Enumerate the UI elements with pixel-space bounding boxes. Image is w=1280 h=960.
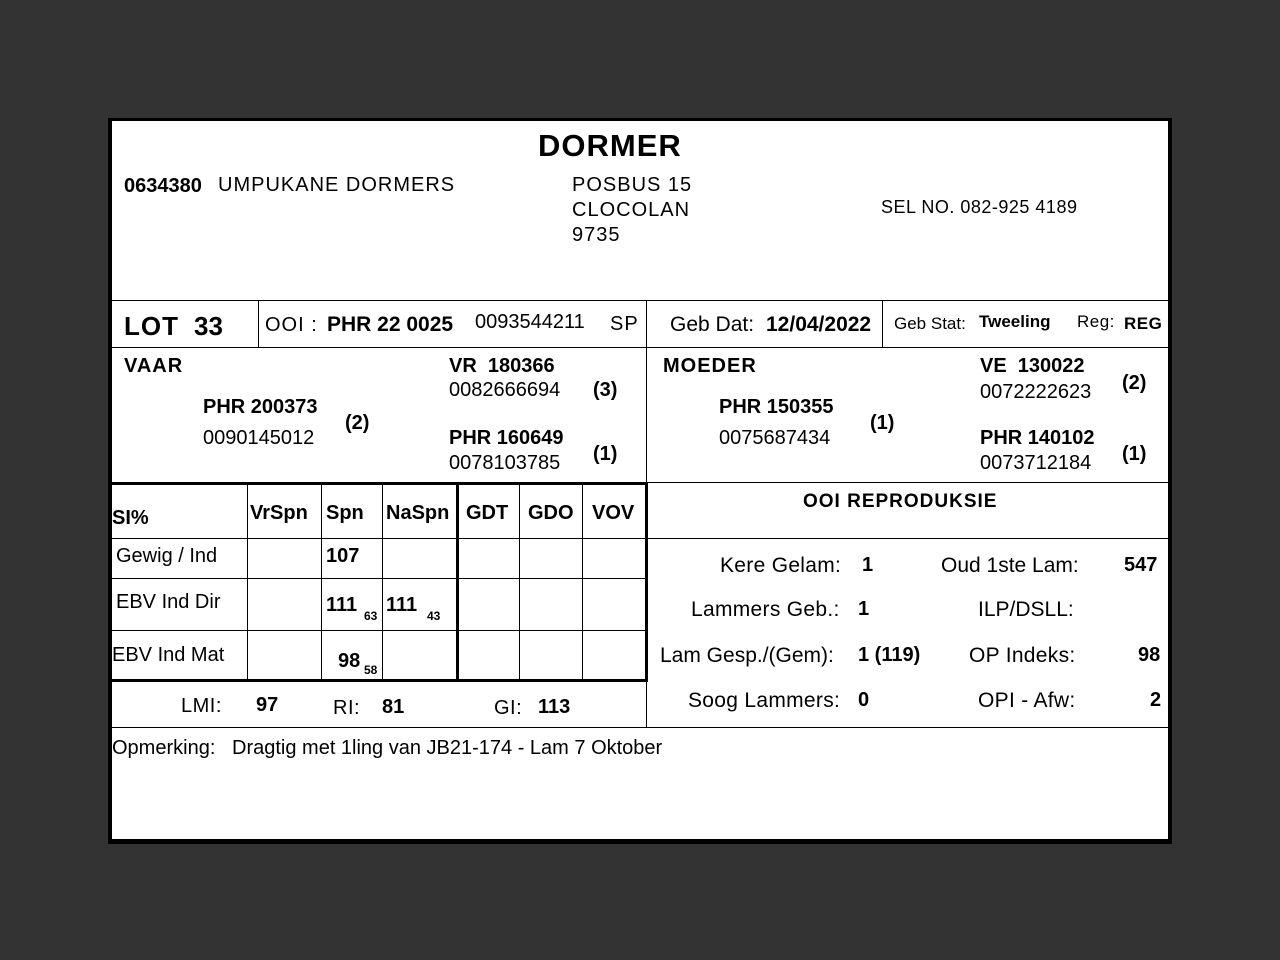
si-row-2-naspn-accuracy: 43: [427, 609, 441, 623]
reg-label: Reg:: [1077, 312, 1115, 331]
si-row-2-spn-accuracy: 63: [364, 609, 378, 623]
oud-lam-value: 547: [1124, 554, 1158, 576]
sire-id: PHR 200373: [203, 396, 318, 418]
dam-sire-number: 0072222623: [980, 381, 1092, 403]
divider-header: [108, 300, 1172, 301]
kere-gelam-value: 1: [862, 554, 874, 576]
lammers-geb-value: 1: [858, 598, 870, 620]
sire-dam-count: (1): [593, 443, 618, 465]
opi-value: 2: [1150, 689, 1162, 711]
sire-label: VAAR: [124, 355, 184, 377]
ewe-number: 0093544211: [475, 311, 585, 333]
si-row-label-1: Gewig / Ind: [116, 545, 218, 567]
si-header-gdt: GDT: [466, 502, 509, 524]
breeder-name: UMPUKANE DORMERS: [218, 174, 456, 196]
breed-title: DORMER: [538, 128, 682, 163]
birth-date-label: Geb Dat:: [670, 313, 755, 336]
si-row-3-spn: 98: [338, 650, 361, 672]
si-table-right: [645, 482, 648, 682]
si-col-line-3: [382, 482, 383, 682]
op-indeks-label: OP Indeks:: [969, 644, 1076, 667]
sire-sire-number: 0082666694: [449, 379, 561, 401]
dam-id: PHR 150355: [719, 396, 834, 418]
si-header-naspn: NaSpn: [386, 502, 450, 524]
lam-gesp-label: Lam Gesp./(Gem):: [660, 644, 834, 667]
sire-count: (2): [345, 412, 370, 434]
si-col-line-5: [582, 482, 583, 682]
si-table-top: [108, 482, 648, 485]
dam-dam-id: PHR 140102: [980, 427, 1095, 449]
lammers-geb-label: Lammers Geb.:: [691, 598, 840, 621]
si-row-line-1: [108, 538, 648, 539]
dam-number: 0075687434: [719, 427, 831, 449]
birth-status: Tweeling: [979, 312, 1051, 331]
si-table-divider-gdt: [456, 482, 459, 682]
si-row-line-2: [108, 578, 648, 579]
frame-bottom: [108, 839, 1172, 844]
frame-right: [1168, 118, 1172, 844]
si-row-label-3: EBV Ind Mat: [112, 644, 225, 666]
divider-remark: [108, 727, 1172, 728]
si-col-line-4: [519, 482, 520, 682]
address-line-3: 9735: [572, 224, 621, 246]
si-header-vov: VOV: [592, 502, 635, 524]
si-col-line-2: [321, 482, 322, 682]
sire-sire-id: VR 180366: [449, 355, 555, 377]
ri-value: 81: [382, 696, 405, 718]
birth-status-label: Geb Stat:: [894, 314, 966, 333]
lmi-label: LMI:: [181, 695, 222, 717]
divider-lot-row: [108, 347, 1172, 348]
si-header-si: SI%: [112, 507, 149, 529]
si-col-line-1: [247, 482, 248, 682]
si-header-spn: Spn: [326, 502, 364, 524]
op-indeks-value: 98: [1138, 644, 1161, 666]
lot-number: 33: [194, 311, 223, 341]
oud-lam-label: Oud 1ste Lam:: [941, 554, 1079, 577]
dam-dam-number: 0073712184: [980, 452, 1092, 474]
ri-label: RI:: [333, 697, 361, 719]
si-row-2-naspn: 111: [386, 594, 418, 616]
dam-dam-count: (1): [1122, 443, 1147, 465]
sire-dam-id: PHR 160649: [449, 427, 564, 449]
birth-date: 12/04/2022: [766, 313, 872, 336]
divider-lot: [258, 300, 259, 347]
si-table-bottom: [108, 679, 648, 682]
sire-dam-number: 0078103785: [449, 452, 561, 474]
divider-reproduction-title: [646, 538, 1172, 539]
soog-lammers-value: 0: [858, 689, 870, 711]
dam-label: MOEDER: [663, 355, 757, 377]
divider-birth-date: [882, 300, 883, 347]
dam-sire-count: (2): [1122, 372, 1147, 394]
sale-catalogue-card: [108, 118, 1172, 844]
si-row-1-spn: 107: [326, 545, 360, 567]
ewe-label: OOI :: [265, 314, 318, 336]
remark-label: Opmerking:: [112, 737, 216, 759]
si-row-3-spn-accuracy: 58: [364, 663, 378, 677]
lmi-value: 97: [256, 694, 279, 716]
dam-sire-id: VE 130022: [980, 355, 1085, 377]
sire-number: 0090145012: [203, 427, 315, 449]
si-header-vrspn: VrSpn: [250, 502, 308, 524]
reproduction-title: OOI REPRODUKSIE: [803, 491, 998, 512]
soog-lammers-label: Soog Lammers:: [688, 689, 841, 712]
sire-sire-count: (3): [593, 379, 618, 401]
kere-gelam-label: Kere Gelam:: [720, 554, 842, 577]
ewe-suffix: SP: [610, 313, 639, 335]
address-line-1: POSBUS 15: [572, 174, 693, 196]
dam-count: (1): [870, 412, 895, 434]
remark-text: Dragtig met 1ling van JB21-174 - Lam 7 Oktober: [232, 737, 663, 759]
gi-label: GI:: [494, 697, 523, 719]
si-header-gdo: GDO: [528, 502, 574, 524]
lam-gesp-value: 1 (119): [858, 644, 921, 666]
breeder-number: 0634380: [124, 175, 202, 197]
frame-top: [108, 118, 1172, 121]
reg-value: REG: [1124, 314, 1163, 333]
si-row-label-2: EBV Ind Dir: [116, 591, 221, 613]
phone-number: SEL NO. 082-925 4189: [881, 197, 1078, 217]
opi-label: OPI - Afw:: [978, 689, 1076, 712]
address-line-2: CLOCOLAN: [572, 199, 691, 221]
ewe-id: PHR 22 0025: [327, 313, 454, 336]
gi-value: 113: [538, 696, 571, 718]
divider-ewe: [646, 300, 647, 347]
ilp-label: ILP/DSLL:: [978, 598, 1074, 621]
lot-label: LOT: [124, 311, 179, 341]
si-row-line-3: [108, 630, 648, 631]
si-row-2-spn: 111: [326, 594, 358, 616]
frame-left: [108, 118, 112, 844]
